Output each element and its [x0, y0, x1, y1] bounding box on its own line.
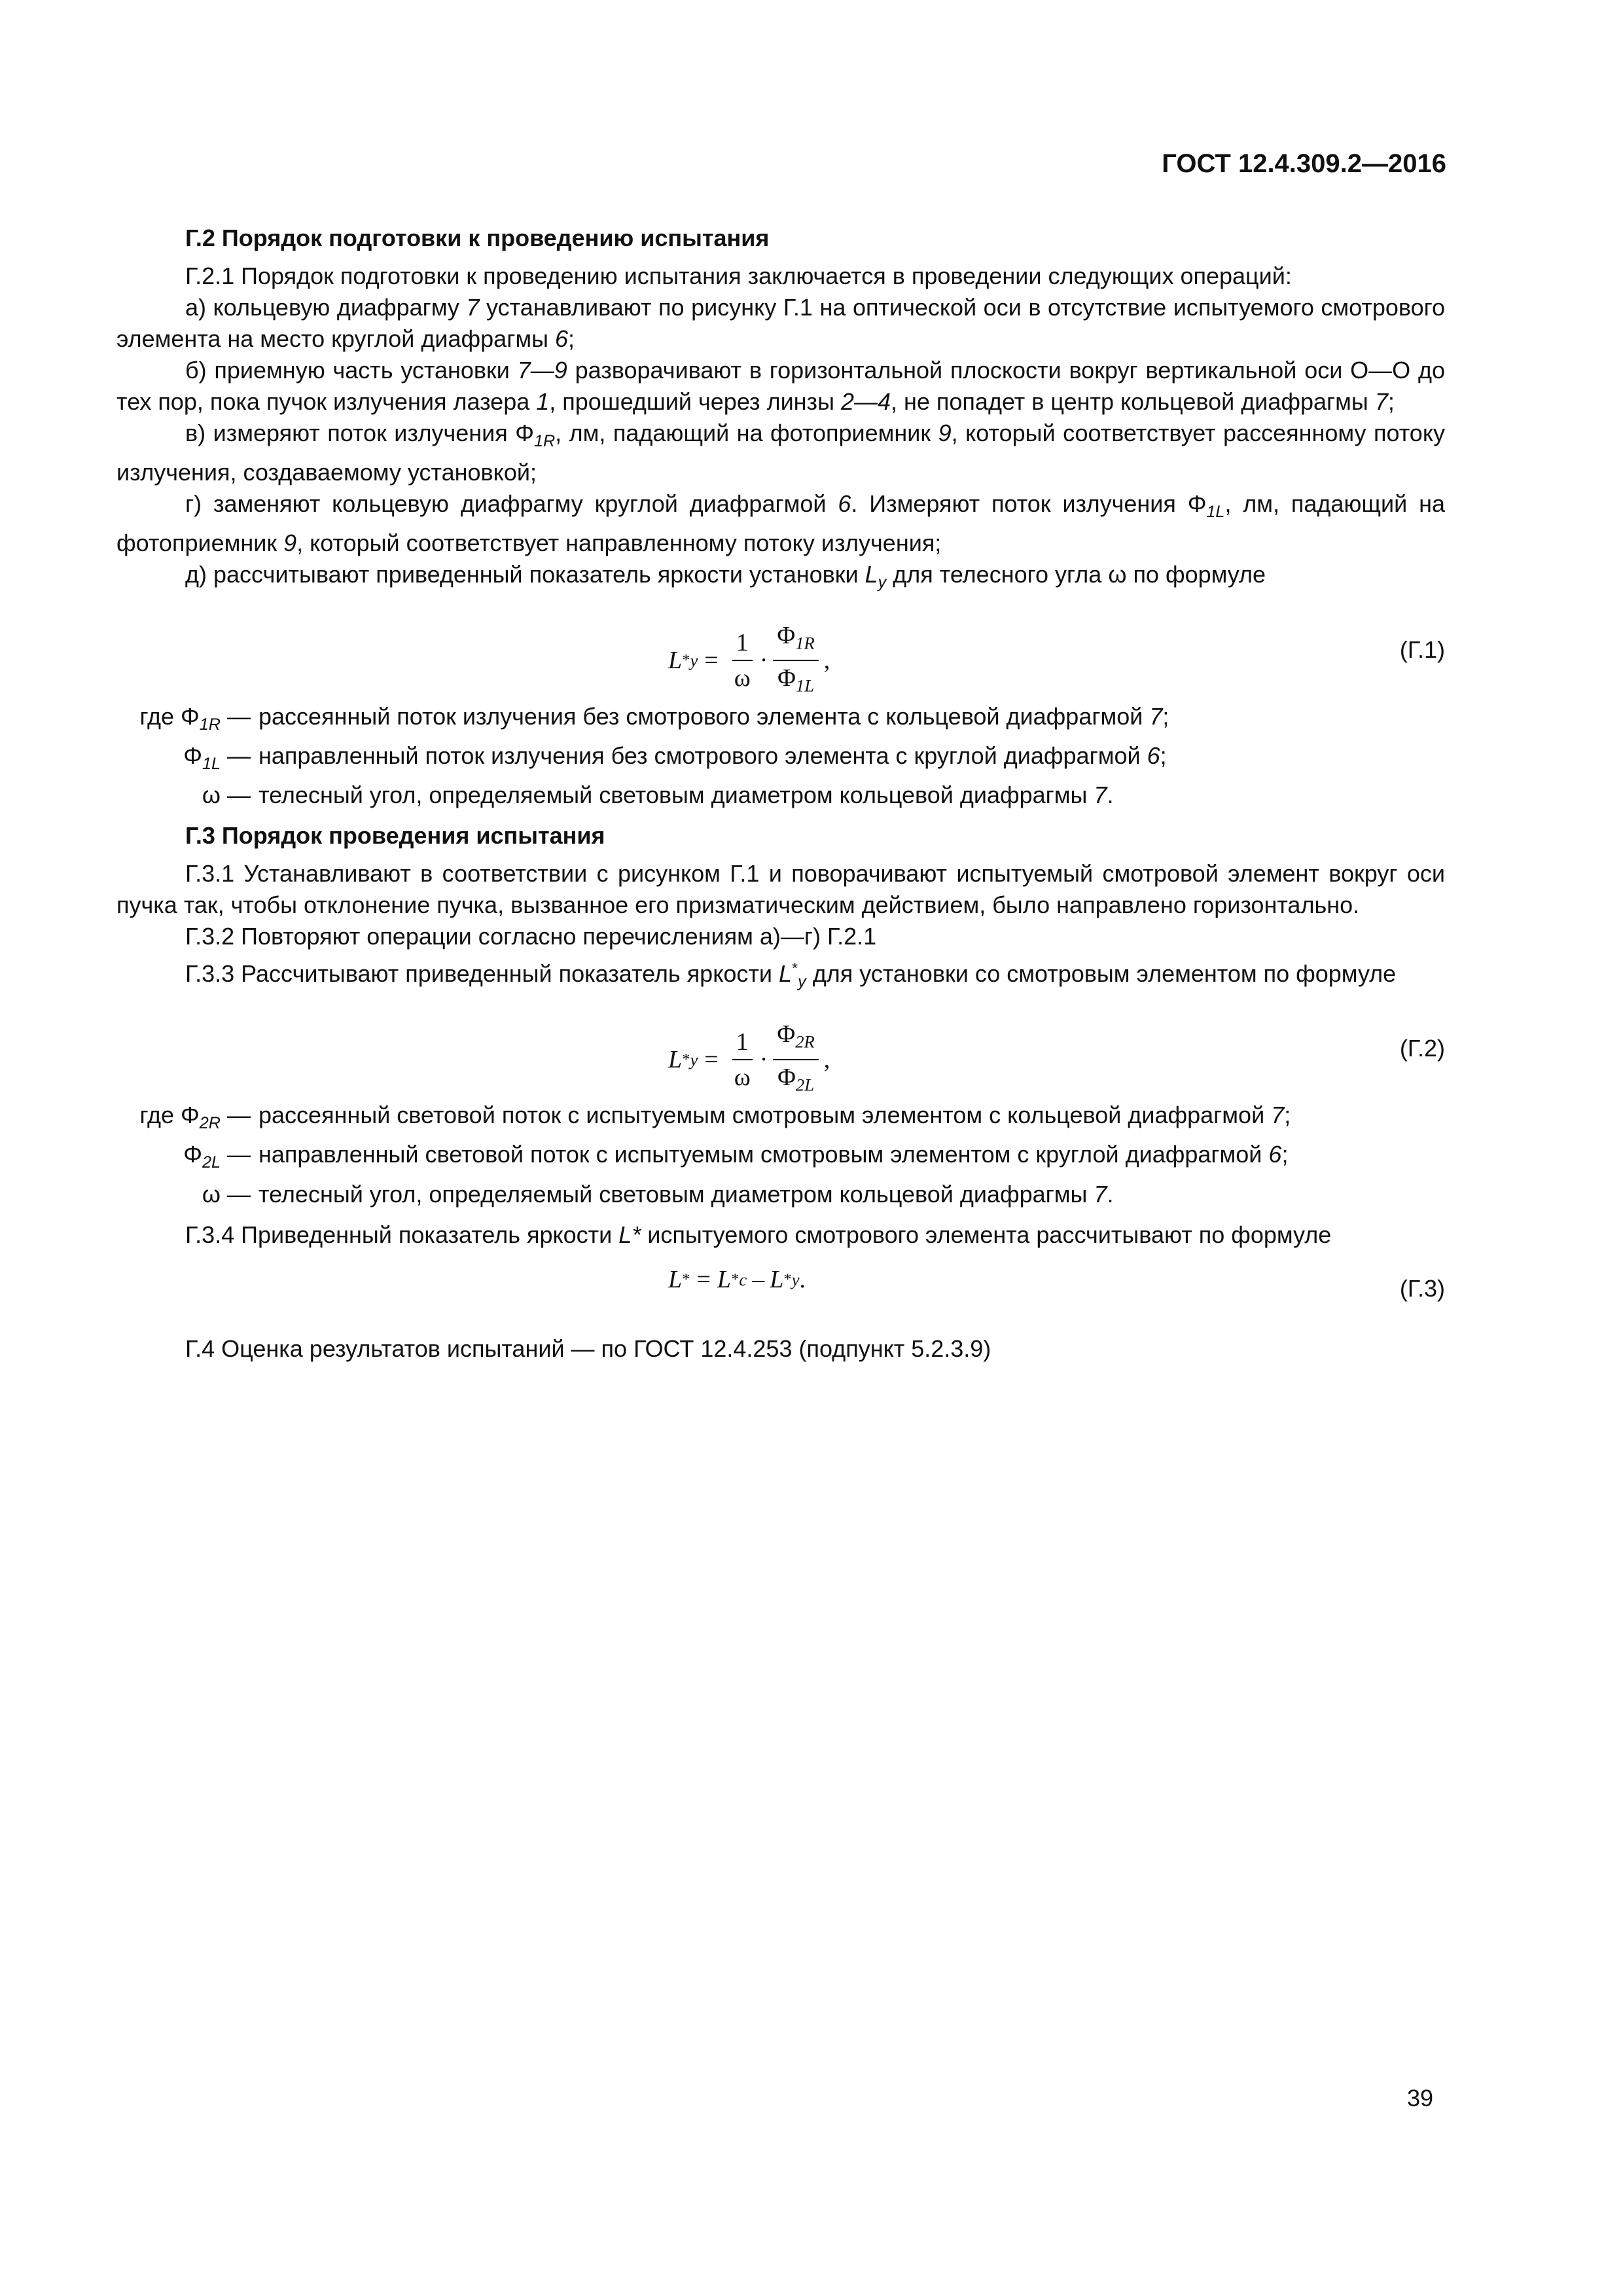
- section-title-g2: Г.2 Порядок подготовки к проведению испытания: [185, 224, 770, 251]
- item-d: д) рассчитывают приведенный показатель яркости установки $L_y$ для телесного угла ω по формуле: [185, 561, 1266, 592]
- where-row: где $\Phi_{1R}$ — рассеянный поток излучения без смотрового элемента с кольцевой диафрагмой 7;: [139, 702, 1169, 734]
- formula-g3-expression: L * = L * c – L * y .: [668, 1265, 806, 1293]
- item-b: б) приемную часть установки 7—9 разворачивают в горизонтальной плоскости вокруг вертикальной оси О—О до тех пор, пока пучок излучения лазера 1, прошедший через линзы 2—4, не попадет в центр кольцевой диафрагмы 7;: [116, 357, 1445, 415]
- fraction-flux-ratio: $\frac{\Phi_{1R}}{\Phi_{1L}}$: [773, 620, 818, 702]
- formula-g2-number: (Г.2): [1399, 1035, 1445, 1062]
- page-content: [116, 223, 1445, 1365]
- paragraph-g3-2: Г.3.2 Повторяют операции согласно перечислениям а)—г) Г.2.1: [185, 922, 877, 950]
- item-v: в) измеряют поток излучения $\Phi_{1R}$, лм, падающий на фотоприемник 9, который соответствует рассеянному потоку излучения, создаваемому установкой;: [116, 420, 1445, 486]
- fraction-one-over-omega: $\frac{1}{\omega}$: [730, 627, 755, 694]
- formula-g1: [116, 613, 1445, 696]
- where-row: ω — телесный угол, определяемый световым диаметром кольцевой диафрагмы 7.: [202, 781, 1114, 808]
- where-list-1: [116, 701, 1445, 811]
- where-row: где $\Phi_{2R}$ — рассеянный световой поток с испытуемым смотровым элементом с кольцевой диафрагмой 7;: [139, 1102, 1291, 1133]
- paragraph-g4: Г.4 Оценка результатов испытаний — по ГОСТ 12.4.253 (подпункт 5.2.3.9): [185, 1335, 991, 1362]
- paragraph-g3-4: Г.3.4 Приведенный показатель яркости L* испытуемого смотрового элемента рассчитывают по формуле: [185, 1221, 1332, 1248]
- section-title-g3: Г.3 Порядок проведения испытания: [185, 821, 605, 849]
- fraction-flux-ratio: $\frac{\Phi_{2R}}{\Phi_{2L}}$: [773, 1018, 818, 1100]
- formula-g3-number: (Г.3): [1399, 1274, 1445, 1302]
- where-row: ω — телесный угол, определяемый световым диаметром кольцевой диафрагмы 7.: [202, 1180, 1114, 1208]
- item-g: г) заменяют кольцевую диафрагму круглой диафрагмой 6. Измеряют поток излучения $\Phi_{1L}$, лм, падающий на фотоприемник 9, который соответствует направленному потоку излучения;: [116, 490, 1445, 557]
- paragraph-g2-1: Г.2.1 Порядок подготовки к проведению испытания заключается в проведении следующих операций:: [185, 262, 1292, 289]
- item-a: а) кольцевую диафрагму 7 устанавливают по рисунку Г.1 на оптической оси в отсутствие испытуемого смотрового элемента на место круглой диафрагмы 6;: [116, 294, 1445, 352]
- formula-g1-number: (Г.1): [1399, 636, 1445, 663]
- where-row: $\Phi_{2L}$ — направленный световой поток с испытуемым смотровым элементом с круглой диафрагмой 6;: [183, 1141, 1289, 1172]
- document-header: ГОСТ 12.4.309.2—2016: [1162, 149, 1446, 178]
- paragraph-g3-3: Г.3.3 Рассчитывают приведенный показатель яркости $L^*_y$ для установки со смотровым элементом по формуле: [185, 959, 1397, 992]
- where-list-2: [116, 1100, 1445, 1210]
- page-number: 39: [1406, 2085, 1433, 2111]
- formula-g1-expression: L * y = $\frac{1}{\omega}$ · $\frac{\Phi_{1R}}{\Phi_{1L}}$ ,: [668, 620, 830, 702]
- fraction-one-over-omega: $\frac{1}{\omega}$: [730, 1026, 755, 1093]
- formula-g2-expression: L * y = $\frac{1}{\omega}$ · $\frac{\Phi_{2R}}{\Phi_{2L}}$ ,: [668, 1018, 830, 1100]
- formula-g2: [116, 1012, 1445, 1095]
- formula-g3: [116, 1261, 1445, 1314]
- paragraph-g3-1: Г.3.1 Устанавливают в соответствии с рисунком Г.1 и поворачивают испытуемый смотровой элемент вокруг оси пучка так, чтобы отклонение пучка, вызванное его призматическим действием, было направлено горизонтально.: [116, 859, 1445, 918]
- where-row: $\Phi_{1L}$ — направленный поток излучения без смотрового элемента с круглой диафрагмой 6;: [183, 742, 1167, 773]
